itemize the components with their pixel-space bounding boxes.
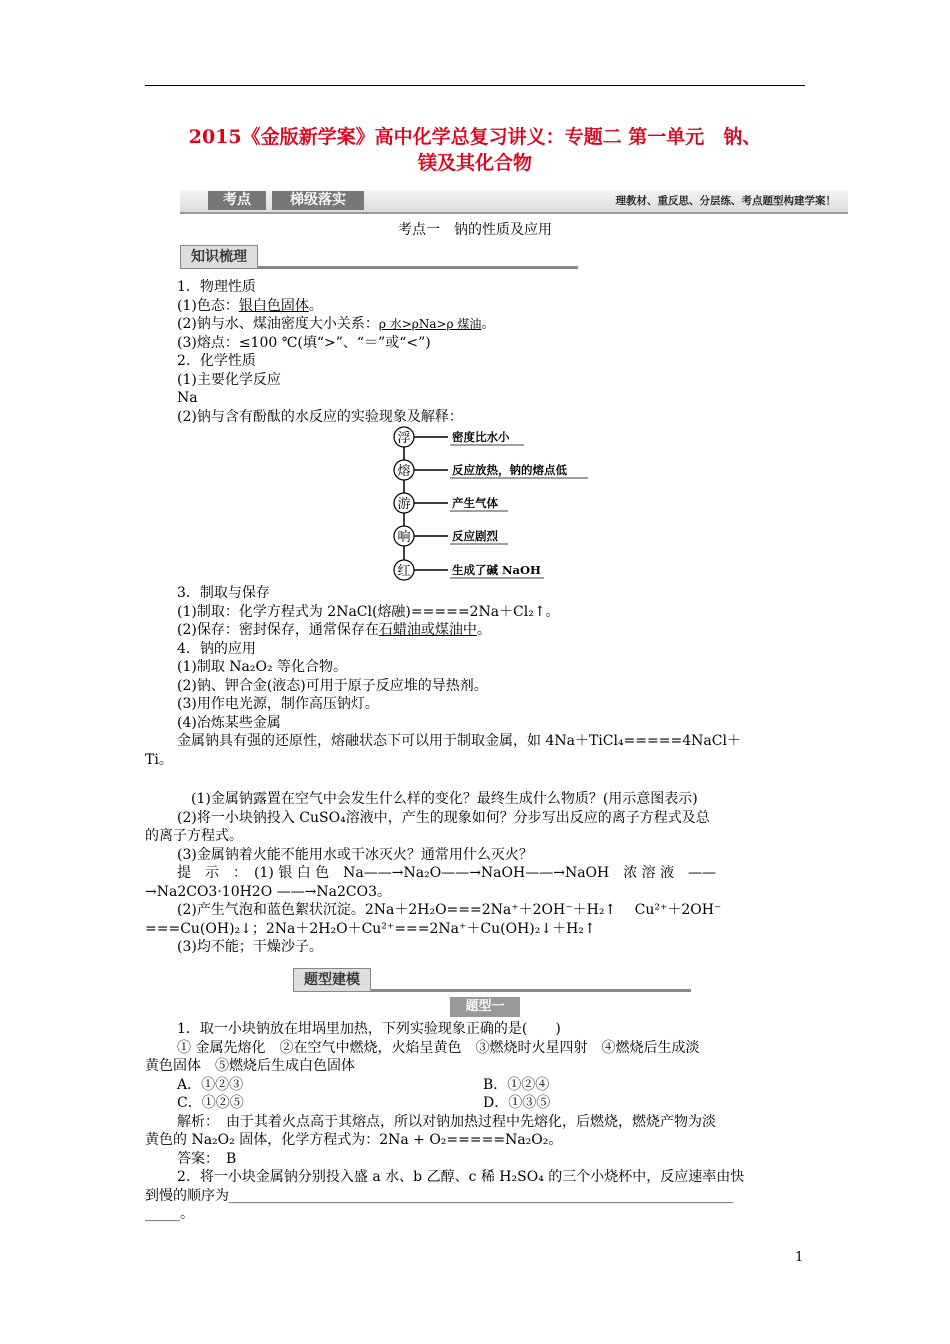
text-line: (1)主要化学反应 [177, 371, 281, 388]
svg-text:产生气体: 产生气体 [452, 496, 498, 510]
options-row [145, 1076, 809, 1095]
problem-type-badge: 题型一 [450, 997, 520, 1017]
text-line: (3)熔点：≤100 ℃(填“>”、“＝”或“<”) [177, 334, 431, 351]
title-line-2: 镁及其化合物 [417, 152, 532, 174]
option-c: C．①②⑤ [177, 1095, 244, 1111]
problem-line: 黄色固体 ⑤燃烧后生成白色固体 [145, 1058, 355, 1074]
text-line: (2)钠、钾合金(液态)可用于原子反应堆的导热剂。 [177, 677, 488, 694]
svg-text:浮: 浮 [397, 431, 411, 446]
section-label: 知识梳理 [180, 245, 258, 269]
top-rule [145, 85, 805, 86]
diagram-item [394, 526, 508, 546]
answer-line: (2)产生气泡和蓝色絮状沉淀。2Na＋2H₂O===2Na⁺＋2OH⁻＋H₂↑ Cu²⁺＋2OH⁻ [177, 902, 722, 918]
analysis-line: 解析： 由于其着火点高于其熔点，所以对钠加热过程中先熔化，后燃烧，燃烧产物为淡 [177, 1113, 716, 1130]
diagram-item [394, 560, 544, 580]
section-label: 题型建模 [293, 968, 371, 992]
page-number: 1 [795, 1250, 804, 1265]
text-line: (3)用作电光源，制作高压钠灯。 [177, 696, 379, 712]
problem-line: 1．取一小块钠放在坩埚里加热，下列实验现象正确的是( ) [177, 1021, 561, 1037]
text-line: (2)钠与水、煤油密度大小关系：ρ 水>ρNa>ρ 煤油。 [177, 316, 496, 332]
svg-text:响: 响 [397, 530, 411, 545]
text-line: Ti。 [145, 751, 173, 768]
heading-chemical: 2．化学性质 [177, 353, 256, 369]
problem-line: ① 金属先熔化 ②在空气中燃烧，火焰呈黄色 ③燃烧时火星四射 ④燃烧后生成淡 [177, 1039, 700, 1056]
text-line: (1)制取：化学方程式为 2NaCl(熔融)=====2Na＋Cl₂↑。 [177, 603, 560, 620]
svg-text:红: 红 [397, 564, 411, 579]
option-a: A．①②③ [177, 1076, 244, 1093]
knowledge-block-2 [145, 584, 809, 769]
diagram-item [394, 493, 508, 513]
question-line: (1)金属钠露置在空气中会发生什么样的变化？最终生成什么物质？(用示意图表示) [191, 791, 698, 807]
heading-preparation: 3．制取与保存 [177, 585, 270, 601]
option-d: D．①③⑤ [483, 1095, 551, 1111]
text-line: Na [177, 390, 198, 406]
problem-line: 到慢的顺序为________________________________________________________________________ [145, 1187, 733, 1204]
answer-line: →Na2CO3·10H2O ——→Na2CO3。 [145, 883, 391, 900]
svg-text:生成了碱 NaOH: 生成了碱 NaOH [452, 563, 541, 577]
phenomena-diagram [392, 426, 612, 584]
section-badge-knowledge [180, 245, 578, 269]
question-line: 的离子方程式。 [145, 828, 243, 844]
text-line: (2)钠与含有酚酞的水反应的实验现象及解释： [177, 408, 463, 425]
diagram-item [394, 460, 588, 480]
diagram-item [394, 427, 524, 447]
text-line: (1)制取 Na₂O₂ 等化合物。 [177, 659, 348, 675]
svg-text:游: 游 [397, 497, 411, 512]
heading-application: 4．钠的应用 [177, 640, 256, 657]
banner-slogan: 理教材、重反思、分层练、考点题型构建学案！ [615, 195, 836, 207]
answer-line: 答案： B [177, 1150, 237, 1167]
text-line: 金属钠具有强的还原性，熔融状态下可以用于制取金属，如 4Na＋TiCl₄=====4NaCl＋ [177, 733, 741, 749]
question-line: (2)将一小块钠投入 CuSO₄溶液中，产生的现象如何？分步写出反应的离子方程式及总 [177, 809, 710, 826]
option-b: B．①②④ [483, 1076, 550, 1093]
problem-line: 2．将一小块金属钠分别投入盛 a 水、b 乙醇、c 稀 H₂SO₄ 的三个小烧杯中，反应速率由快 [177, 1169, 745, 1185]
knowledge-block-1 [145, 278, 809, 426]
answer-line: ===Cu(OH)₂↓；2Na＋2H₂O＋Cu²⁺===2Na⁺＋Cu(OH)₂↓＋H₂↑ [145, 920, 596, 937]
svg-text:熔: 熔 [397, 464, 411, 479]
svg-text:反应剧烈: 反应剧烈 [452, 529, 498, 543]
problem-line: _____。 [145, 1206, 194, 1222]
answer-line: (3)均不能；干燥沙子。 [177, 939, 323, 955]
svg-text:反应放热，钠的熔点低: 反应放热，钠的熔点低 [452, 463, 567, 477]
svg-text:密度比水小: 密度比水小 [452, 430, 510, 444]
page-title [145, 124, 805, 176]
text-line: (4)冶炼某些金属 [177, 714, 281, 731]
section-banner [180, 190, 848, 212]
banner-tag-kaodian: 考点 [208, 191, 266, 210]
options-row [145, 1094, 809, 1113]
question-line: (3)金属钠着火能不能用水或干冰灭火？通常用什么灭火？ [177, 846, 533, 863]
text-line: (1)色态：银白色固体。 [177, 297, 323, 314]
questions-block [145, 790, 809, 957]
text-line: (2)保存：密封保存，通常保存在石蜡油或煤油中。 [177, 622, 491, 638]
section-badge-model [293, 968, 691, 992]
banner-tag-tiji: 梯级落实 [272, 191, 364, 210]
problems-block [145, 1020, 809, 1224]
analysis-line: 黄色的 Na₂O₂ 固体，化学方程式为：2Na + O₂=====Na₂O₂。 [145, 1132, 563, 1148]
subheading: 考点一 钠的性质及应用 [398, 222, 552, 238]
title-line-1: 2015《金版新学案》高中化学总复习讲义：专题二 第一单元 钠、 [188, 126, 762, 148]
answer-line: 提 示 ： (1) 银 白 色 Na——→Na₂O——→NaOH——→NaOH 浓 溶 液 —— [177, 865, 717, 881]
heading-physical: 1．物理性质 [177, 279, 256, 295]
